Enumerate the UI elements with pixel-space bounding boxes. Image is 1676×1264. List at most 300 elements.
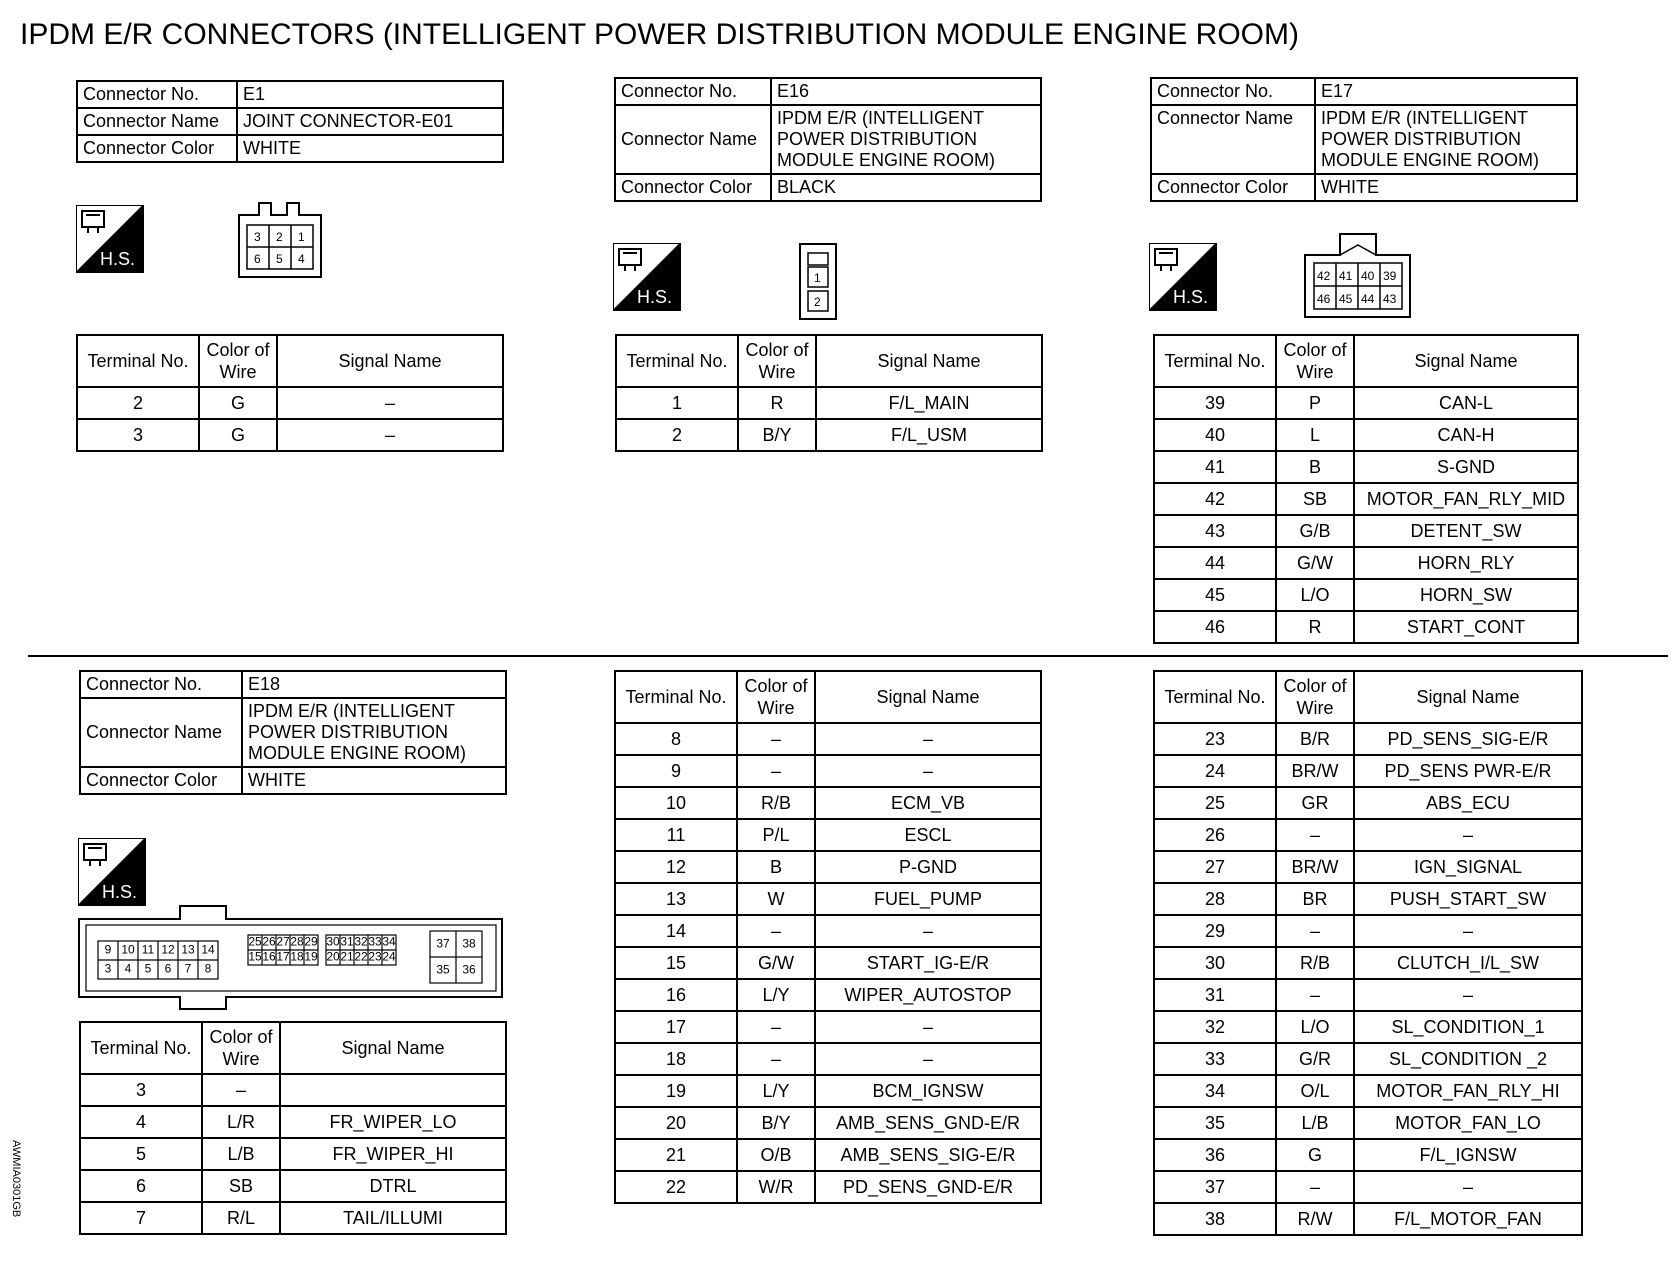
e1-connector-name: JOINT CONNECTOR-E01	[237, 108, 503, 135]
wire-color-cell: –	[1276, 1171, 1354, 1203]
terminal-no-cell: 6	[80, 1170, 202, 1202]
wire-color-cell: W/R	[737, 1171, 815, 1203]
terminal-no-cell: 1	[616, 387, 738, 419]
signal-name-cell: FR_WIPER_LO	[280, 1106, 506, 1138]
wire-color-cell: R	[1276, 611, 1354, 643]
terminal-no-header: Terminal No.	[615, 671, 737, 723]
terminal-no-cell: 8	[615, 723, 737, 755]
wire-color-cell: BR/W	[1276, 851, 1354, 883]
color-of-wire-header: Color of Wire	[1276, 335, 1354, 387]
table-row	[1154, 1011, 1582, 1043]
signal-name-cell: CLUTCH_I/L_SW	[1354, 947, 1582, 979]
signal-name-cell: BCM_IGNSW	[815, 1075, 1041, 1107]
table-row	[1154, 723, 1582, 755]
terminal-no-header: Terminal No.	[616, 335, 738, 387]
signal-name-cell: PD_SENS PWR-E/R	[1354, 755, 1582, 787]
signal-name-cell: SL_CONDITION _2	[1354, 1043, 1582, 1075]
e18-connector-color: WHITE	[242, 767, 506, 794]
table-row	[615, 1139, 1041, 1171]
terminal-no-cell: 22	[615, 1171, 737, 1203]
connector-no-label: Connector No.	[77, 81, 237, 108]
pin-label: 25	[248, 934, 262, 949]
pin-label: 1	[814, 271, 821, 285]
terminal-no-cell: 40	[1154, 419, 1276, 451]
signal-name-cell: FR_WIPER_HI	[280, 1138, 506, 1170]
terminal-no-cell: 11	[615, 819, 737, 851]
table-row	[615, 883, 1041, 915]
table-row	[1154, 387, 1578, 419]
signal-name-cell	[280, 1074, 506, 1106]
harness-side-icon	[613, 243, 681, 311]
signal-name-cell: –	[815, 1043, 1041, 1075]
pin-label: 44	[1361, 292, 1375, 306]
connector-color-label: Connector Color	[615, 174, 771, 201]
harness-side-icon	[76, 205, 144, 273]
signal-name-cell: ECM_VB	[815, 787, 1041, 819]
table-row	[1154, 547, 1578, 579]
pin-label: 41	[1339, 269, 1353, 283]
signal-name-cell: F/L_IGNSW	[1354, 1139, 1582, 1171]
e1-info-table	[76, 80, 504, 163]
e17-connector-face	[1304, 233, 1412, 319]
wire-color-cell: –	[737, 723, 815, 755]
terminal-no-cell: 33	[1154, 1043, 1276, 1075]
table-row	[615, 1171, 1041, 1203]
color-of-wire-header: Color of Wire	[737, 671, 815, 723]
e16-connector-no: E16	[771, 78, 1041, 105]
wire-color-cell: –	[737, 1043, 815, 1075]
table-row	[1154, 579, 1578, 611]
wire-color-cell: G/B	[1276, 515, 1354, 547]
table-row	[615, 947, 1041, 979]
pin-label: 20	[326, 949, 340, 964]
wire-color-cell: P/L	[737, 819, 815, 851]
e1-connector-face	[237, 201, 323, 279]
e1-connector-no: E1	[237, 81, 503, 108]
terminal-no-cell: 18	[615, 1043, 737, 1075]
table-row	[1154, 755, 1582, 787]
pin-label: 36	[462, 962, 476, 977]
wire-color-cell: –	[737, 755, 815, 787]
wire-color-cell: O/L	[1276, 1075, 1354, 1107]
terminal-no-header: Terminal No.	[1154, 671, 1276, 723]
pin-label: 17	[276, 949, 290, 964]
wire-color-cell: G/W	[737, 947, 815, 979]
wire-color-cell: –	[1276, 819, 1354, 851]
signal-name-cell: –	[1354, 979, 1582, 1011]
signal-name-cell: –	[815, 723, 1041, 755]
signal-name-cell: –	[277, 387, 503, 419]
signal-name-cell: PUSH_START_SW	[1354, 883, 1582, 915]
terminal-no-cell: 38	[1154, 1203, 1276, 1235]
pin-label: 3	[104, 961, 112, 976]
table-row	[1154, 451, 1578, 483]
signal-name-cell: –	[1354, 1171, 1582, 1203]
pin-label: 22	[354, 949, 368, 964]
table-row	[1154, 611, 1578, 643]
table-row	[77, 419, 503, 451]
signal-name-cell: MOTOR_FAN_RLY_HI	[1354, 1075, 1582, 1107]
table-row	[1154, 1107, 1582, 1139]
connector-color-label: Connector Color	[77, 135, 237, 162]
table-row	[615, 1075, 1041, 1107]
section-divider	[28, 655, 1668, 657]
terminal-no-cell: 17	[615, 1011, 737, 1043]
signal-name-cell: DETENT_SW	[1354, 515, 1578, 547]
color-of-wire-header: Color of Wire	[199, 335, 277, 387]
terminal-no-cell: 24	[1154, 755, 1276, 787]
table-row	[1154, 1171, 1582, 1203]
pin-label: 45	[1339, 292, 1353, 306]
wire-color-cell: –	[1276, 915, 1354, 947]
signal-name-cell: START_CONT	[1354, 611, 1578, 643]
table-row	[80, 1138, 506, 1170]
page-title: IPDM E/R CONNECTORS (INTELLIGENT POWER DISTRIBUTION MODULE ENGINE ROOM)	[20, 18, 1299, 51]
terminal-no-cell: 29	[1154, 915, 1276, 947]
signal-name-cell: AMB_SENS_SIG-E/R	[815, 1139, 1041, 1171]
e17-terminal-table	[1153, 334, 1579, 644]
e16-terminal-table	[615, 334, 1043, 452]
signal-name-header: Signal Name	[277, 335, 503, 387]
terminal-no-cell: 43	[1154, 515, 1276, 547]
pin-label: 42	[1317, 269, 1331, 283]
connector-name-label: Connector Name	[77, 108, 237, 135]
signal-name-cell: HORN_RLY	[1354, 547, 1578, 579]
wire-color-cell: P	[1276, 387, 1354, 419]
wire-color-cell: L	[1276, 419, 1354, 451]
wire-color-cell: –	[1276, 979, 1354, 1011]
terminal-no-cell: 23	[1154, 723, 1276, 755]
hs-label: H.S.	[100, 249, 136, 269]
table-row	[615, 1107, 1041, 1139]
table-row	[616, 419, 1042, 451]
wire-color-cell: L/Y	[737, 979, 815, 1011]
terminal-no-cell: 3	[80, 1074, 202, 1106]
wire-color-cell: GR	[1276, 787, 1354, 819]
color-of-wire-header: Color of Wire	[202, 1022, 280, 1074]
signal-name-cell: ESCL	[815, 819, 1041, 851]
signal-name-cell: –	[815, 915, 1041, 947]
signal-name-cell: SL_CONDITION_1	[1354, 1011, 1582, 1043]
connector-color-label: Connector Color	[80, 767, 242, 794]
wire-color-cell: B/Y	[737, 1107, 815, 1139]
signal-name-cell: CAN-H	[1354, 419, 1578, 451]
pin-label: 18	[290, 949, 304, 964]
pin-label: 14	[201, 942, 215, 957]
pin-label: 23	[368, 949, 382, 964]
signal-name-cell: P-GND	[815, 851, 1041, 883]
terminal-no-cell: 36	[1154, 1139, 1276, 1171]
signal-name-cell: –	[815, 755, 1041, 787]
e1-connector-color: WHITE	[237, 135, 503, 162]
signal-name-cell: F/L_MOTOR_FAN	[1354, 1203, 1582, 1235]
wire-color-cell: L/Y	[737, 1075, 815, 1107]
terminal-no-cell: 20	[615, 1107, 737, 1139]
signal-name-cell: MOTOR_FAN_RLY_MID	[1354, 483, 1578, 515]
hs-label: H.S.	[1173, 287, 1209, 307]
table-row	[1154, 1075, 1582, 1107]
wire-color-cell: B	[737, 851, 815, 883]
pin-label: 4	[298, 252, 305, 266]
table-row	[615, 851, 1041, 883]
e18-terminal-table-c	[1153, 670, 1583, 1236]
terminal-no-cell: 34	[1154, 1075, 1276, 1107]
signal-name-cell: ABS_ECU	[1354, 787, 1582, 819]
connector-no-label: Connector No.	[615, 78, 771, 105]
harness-side-icon	[1149, 243, 1217, 311]
signal-name-cell: –	[815, 1011, 1041, 1043]
wire-color-cell: SB	[202, 1170, 280, 1202]
color-of-wire-header: Color of Wire	[738, 335, 816, 387]
terminal-no-cell: 3	[77, 419, 199, 451]
pin-label: 5	[276, 252, 283, 266]
table-row	[615, 819, 1041, 851]
terminal-no-cell: 41	[1154, 451, 1276, 483]
table-row	[1154, 947, 1582, 979]
terminal-no-cell: 37	[1154, 1171, 1276, 1203]
pin-label: 32	[354, 934, 368, 949]
e18-info-table	[79, 670, 507, 795]
e16-connector-color: BLACK	[771, 174, 1041, 201]
terminal-no-cell: 32	[1154, 1011, 1276, 1043]
table-row	[615, 979, 1041, 1011]
wire-color-cell: L/O	[1276, 579, 1354, 611]
terminal-no-cell: 13	[615, 883, 737, 915]
signal-name-cell: DTRL	[280, 1170, 506, 1202]
signal-name-cell: CAN-L	[1354, 387, 1578, 419]
terminal-no-cell: 9	[615, 755, 737, 787]
signal-name-cell: –	[1354, 915, 1582, 947]
pin-label: 39	[1383, 269, 1397, 283]
wire-color-cell: R/W	[1276, 1203, 1354, 1235]
wire-color-cell: R/L	[202, 1202, 280, 1234]
signal-name-cell: –	[277, 419, 503, 451]
wire-color-cell: W	[737, 883, 815, 915]
table-row	[616, 387, 1042, 419]
terminal-no-cell: 15	[615, 947, 737, 979]
pin-label: 13	[181, 942, 195, 957]
e18-connector-face	[78, 905, 508, 1011]
terminal-no-cell: 35	[1154, 1107, 1276, 1139]
connector-no-label: Connector No.	[1151, 78, 1315, 105]
table-row	[1154, 483, 1578, 515]
e17-connector-name: IPDM E/R (INTELLIGENT POWER DISTRIBUTION MODULE ENGINE ROOM)	[1315, 105, 1577, 174]
pin-label: 6	[164, 961, 172, 976]
wire-color-cell: SB	[1276, 483, 1354, 515]
pin-label: 46	[1317, 292, 1331, 306]
pin-label: 35	[436, 962, 450, 977]
pin-label: 2	[814, 295, 821, 309]
signal-name-cell: WIPER_AUTOSTOP	[815, 979, 1041, 1011]
signal-name-cell: PD_SENS_GND-E/R	[815, 1171, 1041, 1203]
wire-color-cell: G	[1276, 1139, 1354, 1171]
connector-name-label: Connector Name	[615, 105, 771, 174]
wire-color-cell: R/B	[1276, 947, 1354, 979]
pin-label: 33	[368, 934, 382, 949]
terminal-no-cell: 30	[1154, 947, 1276, 979]
wire-color-cell: R/B	[737, 787, 815, 819]
terminal-no-header: Terminal No.	[80, 1022, 202, 1074]
table-row	[1154, 819, 1582, 851]
pin-label: 4	[124, 961, 132, 976]
pin-label: 2	[276, 230, 283, 244]
pin-label: 28	[290, 934, 304, 949]
terminal-no-cell: 4	[80, 1106, 202, 1138]
wire-color-cell: R	[738, 387, 816, 419]
terminal-no-cell: 45	[1154, 579, 1276, 611]
e18-terminal-table-a	[79, 1021, 507, 1235]
pin-label: 27	[276, 934, 290, 949]
signal-name-cell: MOTOR_FAN_LO	[1354, 1107, 1582, 1139]
pin-label: 3	[254, 230, 261, 244]
terminal-no-cell: 44	[1154, 547, 1276, 579]
table-row	[615, 915, 1041, 947]
wire-color-cell: B/Y	[738, 419, 816, 451]
table-row	[1154, 1043, 1582, 1075]
wire-color-cell: –	[737, 915, 815, 947]
signal-name-cell: START_IG-E/R	[815, 947, 1041, 979]
table-row	[615, 787, 1041, 819]
e16-connector-face	[799, 243, 839, 321]
signal-name-header: Signal Name	[816, 335, 1042, 387]
signal-name-cell: IGN_SIGNAL	[1354, 851, 1582, 883]
table-row	[80, 1106, 506, 1138]
pin-label: 26	[262, 934, 276, 949]
hs-label: H.S.	[102, 882, 138, 902]
table-row	[80, 1074, 506, 1106]
signal-name-cell: F/L_USM	[816, 419, 1042, 451]
e16-connector-name: IPDM E/R (INTELLIGENT POWER DISTRIBUTION MODULE ENGINE ROOM)	[771, 105, 1041, 174]
terminal-no-header: Terminal No.	[1154, 335, 1276, 387]
terminal-no-cell: 2	[77, 387, 199, 419]
wire-color-cell: G/W	[1276, 547, 1354, 579]
pin-label: 11	[141, 942, 155, 957]
signal-name-header: Signal Name	[1354, 671, 1582, 723]
e17-info-table	[1150, 77, 1578, 202]
signal-name-header: Signal Name	[815, 671, 1041, 723]
hs-label: H.S.	[637, 287, 673, 307]
signal-name-cell: TAIL/ILLUMI	[280, 1202, 506, 1234]
pin-label: 15	[248, 949, 262, 964]
e17-connector-no: E17	[1315, 78, 1577, 105]
pin-label: 10	[121, 942, 135, 957]
terminal-no-cell: 31	[1154, 979, 1276, 1011]
wire-color-cell: –	[737, 1011, 815, 1043]
e17-connector-color: WHITE	[1315, 174, 1577, 201]
pin-label: 37	[436, 936, 450, 951]
connector-name-label: Connector Name	[80, 698, 242, 767]
signal-name-cell: –	[1354, 819, 1582, 851]
wire-color-cell: B/R	[1276, 723, 1354, 755]
table-row	[80, 1202, 506, 1234]
wire-color-cell: L/B	[202, 1138, 280, 1170]
terminal-no-header: Terminal No.	[77, 335, 199, 387]
table-row	[80, 1170, 506, 1202]
pin-label: 34	[382, 934, 396, 949]
e18-connector-name: IPDM E/R (INTELLIGENT POWER DISTRIBUTION MODULE ENGINE ROOM)	[242, 698, 506, 767]
terminal-no-cell: 7	[80, 1202, 202, 1234]
pin-label: 6	[254, 252, 261, 266]
connector-no-label: Connector No.	[80, 671, 242, 698]
wire-color-cell: –	[202, 1074, 280, 1106]
table-row	[615, 723, 1041, 755]
e16-info-table	[614, 77, 1042, 202]
signal-name-header: Signal Name	[1354, 335, 1578, 387]
terminal-no-cell: 42	[1154, 483, 1276, 515]
harness-side-icon	[78, 838, 146, 906]
terminal-no-cell: 26	[1154, 819, 1276, 851]
drawing-code: AWMIA0301GB	[10, 1140, 22, 1218]
terminal-no-cell: 19	[615, 1075, 737, 1107]
color-of-wire-header: Color of Wire	[1276, 671, 1354, 723]
table-row	[1154, 883, 1582, 915]
table-row	[1154, 915, 1582, 947]
table-row	[1154, 419, 1578, 451]
pin-label: 19	[304, 949, 318, 964]
signal-name-cell: PD_SENS_SIG-E/R	[1354, 723, 1582, 755]
connector-color-label: Connector Color	[1151, 174, 1315, 201]
terminal-no-cell: 5	[80, 1138, 202, 1170]
pin-label: 8	[204, 961, 212, 976]
pin-label: 21	[340, 949, 354, 964]
wire-color-cell: L/O	[1276, 1011, 1354, 1043]
table-row	[77, 387, 503, 419]
pin-label: 43	[1383, 292, 1397, 306]
terminal-no-cell: 2	[616, 419, 738, 451]
table-row	[615, 755, 1041, 787]
wire-color-cell: O/B	[737, 1139, 815, 1171]
table-row	[1154, 1139, 1582, 1171]
pin-label: 29	[304, 934, 318, 949]
connector-name-label: Connector Name	[1151, 105, 1315, 174]
wire-color-cell: L/B	[1276, 1107, 1354, 1139]
wire-color-cell: G	[199, 419, 277, 451]
pin-label: 16	[262, 949, 276, 964]
terminal-no-cell: 27	[1154, 851, 1276, 883]
terminal-no-cell: 10	[615, 787, 737, 819]
terminal-no-cell: 46	[1154, 611, 1276, 643]
signal-name-cell: S-GND	[1354, 451, 1578, 483]
terminal-no-cell: 12	[615, 851, 737, 883]
table-row	[1154, 1203, 1582, 1235]
pin-label: 9	[104, 942, 112, 957]
e18-terminal-table-b	[614, 670, 1042, 1204]
terminal-no-cell: 39	[1154, 387, 1276, 419]
table-row	[1154, 851, 1582, 883]
wire-color-cell: G/R	[1276, 1043, 1354, 1075]
wire-color-cell: L/R	[202, 1106, 280, 1138]
pin-label: 30	[326, 934, 340, 949]
pin-label: 1	[298, 230, 305, 244]
table-row	[615, 1043, 1041, 1075]
table-row	[1154, 515, 1578, 547]
signal-name-header: Signal Name	[280, 1022, 506, 1074]
table-row	[1154, 787, 1582, 819]
pin-label: 40	[1361, 269, 1375, 283]
wire-color-cell: B	[1276, 451, 1354, 483]
wire-color-cell: BR/W	[1276, 755, 1354, 787]
pin-label: 31	[340, 934, 354, 949]
e1-terminal-table	[76, 334, 504, 452]
pin-label: 5	[144, 961, 152, 976]
terminal-no-cell: 28	[1154, 883, 1276, 915]
wire-color-cell: BR	[1276, 883, 1354, 915]
signal-name-cell: F/L_MAIN	[816, 387, 1042, 419]
terminal-no-cell: 16	[615, 979, 737, 1011]
signal-name-cell: AMB_SENS_GND-E/R	[815, 1107, 1041, 1139]
table-row	[1154, 979, 1582, 1011]
e18-connector-no: E18	[242, 671, 506, 698]
